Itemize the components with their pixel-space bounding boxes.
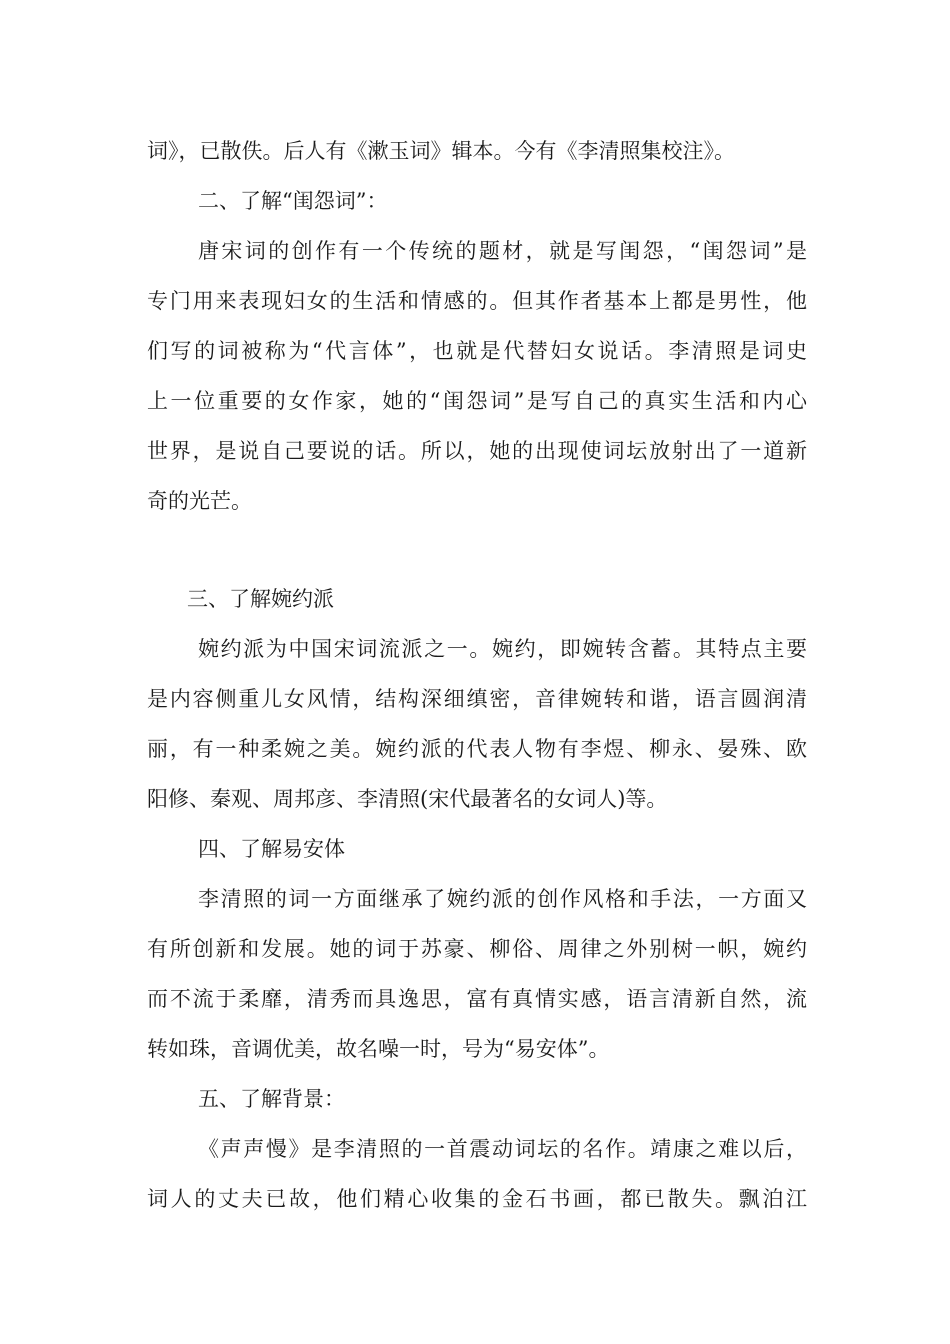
text-line: 阳修、秦观、周邦彦、李清照(宋代最著名的女词人)等。 [147, 787, 668, 811]
text-line: 上一位重要的女作家，她的“闺怨词”是写自己的真实生活和内心 [147, 389, 807, 413]
text-line: 唐宋词的创作有一个传统的题材，就是写闺怨，“闺怨词”是 [198, 239, 807, 263]
text-line: 有所创新和发展。她的词于苏豪、柳俗、周律之外别树一帜，婉约 [147, 937, 807, 961]
text-line: 而不流于柔靡，清秀而具逸思，富有真情实感，语言清新自然，流 [147, 987, 807, 1011]
text-line: 词》，已散佚。后人有《漱玉词》辑本。今有《李清照集校注》。 [147, 139, 735, 163]
text-line: 丽，有一种柔婉之美。婉约派的代表人物有李煜、柳永、晏殊、欧 [147, 737, 807, 761]
text-line: 是内容侧重儿女风情，结构深细缜密，音律婉转和谐，语言圆润清 [147, 687, 807, 711]
text-line: 世界，是说自己要说的话。所以，她的出现使词坛放射出了一道新 [147, 439, 807, 463]
text-line: 们写的词被称为“代言体”，也就是代替妇女说话。李清照是词史 [147, 339, 807, 363]
section-heading-wanyue-school: 三、了解婉约派 [187, 587, 334, 611]
section-heading-background: 五、了解背景： [198, 1087, 345, 1111]
text-line: 词人的丈夫已故，他们精心收集的金石书画，都已散失。飘泊江 [147, 1187, 807, 1211]
text-line: 专门用来表现妇女的生活和情感的。但其作者基本上都是男性，他 [147, 289, 807, 313]
text-line: 《声声慢》是李清照的一首震动词坛的名作。靖康之难以后， [198, 1137, 807, 1161]
text-line: 奇的光芒。 [147, 489, 252, 513]
text-line: 转如珠，音调优美，故名噪一时，号为“易安体”。 [147, 1037, 610, 1061]
text-line: 李清照的词一方面继承了婉约派的创作风格和手法，一方面又 [198, 887, 807, 911]
section-heading-yian-style: 四、了解易安体 [198, 837, 345, 861]
text-line: 婉约派为中国宋词流派之一。婉约，即婉转含蓄。其特点主要 [198, 637, 807, 661]
section-heading-boudoir-lament: 二、了解“闺怨词”： [198, 189, 388, 213]
